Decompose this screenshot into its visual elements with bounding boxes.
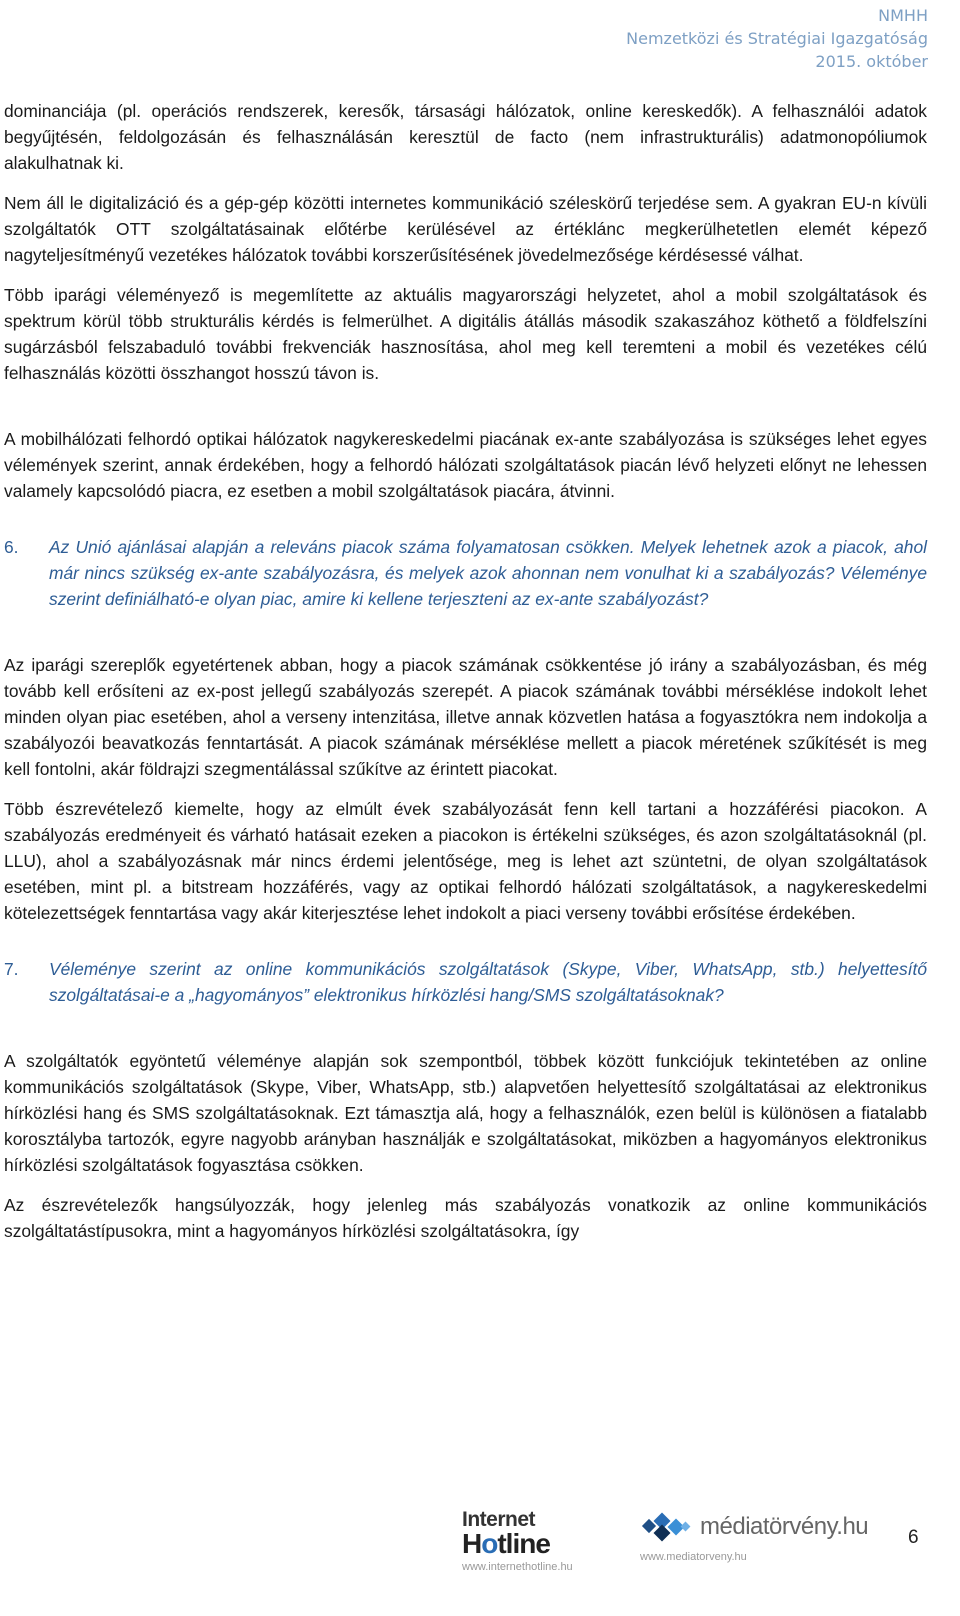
header-department: Nemzetközi és Stratégiai Igazgatóság [626,29,928,48]
paragraph: Nem áll le digitalizáció és a gép-gép közötti internetes kommunikáció széleskörű terjedése sem. A gyakran EU-n kívüli szolgáltatók OTT szolgáltatásainak előtérbe kerülésével az értéklánc megkerülhetetlen elemét képező nagyteljesítményű vezetékes hálózatok további korszerűsítésének jövedelmezősége kérdésessé válhat. [4,193,927,265]
internet-hotline-logo [462,1509,612,1573]
question-number: 6. [4,537,19,557]
page-header [626,4,928,73]
paragraph: A mobilhálózati felhordó optikai hálózatok nagykereskedelmi piacának ex-ante szabályozása is szükséges lehet egyes vélemények szerint, annak érdekében, hogy a felhordó hálózati szolgáltatások piacán lévő helyzeti előnyt ne lehessen valamely kapcsolódó piacra, ez esetben a mobil szolgáltatások piacára, átvinni. [4,429,927,501]
page-number: 6 [908,1527,919,1548]
question-6 [4,534,927,612]
mediatorveny-diamond-icon [638,1509,694,1545]
answer-paragraph: A szolgáltatók egyöntetű véleménye alapján sok szempontból, többek között funkciójuk tekintetében az online kommunikációs szolgáltatások (Skype, Viber, WhatsApp, stb.) alapvetően helyettesítő szolgáltatásai az elektronikus hírközlési hang és SMS szolgáltatásoknak. Ezt támasztja alá, hogy a felhasználók, ezen belül is különösen a fiatalabb korosztályba tartozók, egyre nagyobb arányban használják e szolgáltatásokat, miközben a hagyományos elektronikus hírközlési szolgáltatások fogyasztása csökken. [4,1051,927,1175]
paragraph: Több iparági véleményező is megemlítette az aktuális magyarországi helyzetet, ahol a mobil szolgáltatások és spektrum körül több strukturális kérdés is felmerülhet. A digitális átállás második szakaszához köthető a földfelszíni sugárzásból felszabaduló további frekvenciák hasznosítása, ahol meg kell teremteni a mobil és vezetékes célú felhasználás közötti összhangot hosszú távon is. [4,285,927,383]
mediatorveny-logo [638,1509,878,1563]
answer-paragraph: Az iparági szereplők egyetértenek abban, hogy a piacok számának csökkentése jó irány a szabályozásban, és még tovább kell erősíteni az ex-post jellegű szabályozás szerepét. A piacok számának további mérséklése indokolt lehet minden olyan piac esetében, ahol a verseny intenzitása, illetve annak közvetlen hatása a fogyasztókra nem indokolja a szabályozói beavatkozás fenntartását. A piacok számának mérséklése mellett a piacok méretének szűkítését is meg kell fontolni, akár földrajzi szegmentálással szűkítve az érintett piacokat. [4,655,927,779]
answer-paragraph: Az észrevételezők hangsúlyozzák, hogy jelenleg más szabályozás vonatkozik az online kommunikációs szolgáltatástípusokra, mint a hagyományos hírközlési szolgáltatásokra, így [4,1195,927,1241]
mediatorveny-name: médiatörvény.hu [700,1513,869,1540]
page-footer [0,1505,960,1616]
header-date: 2015. október [815,52,928,71]
question-7 [4,956,927,1008]
hotline-logo-line2: Hotline [462,1528,550,1559]
question-number: 7. [4,959,19,979]
question-text: Véleménye szerint az online kommunikációs szolgáltatások (Skype, Viber, WhatsApp, stb.) helyettesítő szolgáltatásai-e a „hagyományos” elektronikus hírközlési hang/SMS szolgáltatásoknak? [49,959,927,1005]
hotline-logo-line1: Internet [462,1508,536,1531]
answer-paragraph: Több észrevételező kiemelte, hogy az elmúlt évek szabályozását fenn kell tartani a hozzáférési piacokon. A szabályozás eredményeit és várható hatásait ezeken a piacokon is értékelni szükséges, és azon szolgáltatásoknál (pl. LLU), ahol a szabályozásnak már nincs érdemi jelentősége, meg is lehet azt szüntetni, de olyan szolgáltatások esetében, mint pl. a bitstream hozzáférés, vagy az optikai felhordó hálózati szolgáltatások, a nagykereskedelmi kötelezettségek fenntartása vagy akár kiterjesztése lehet indokolt a piaci verseny további erősítése érdekében. [4,799,927,923]
header-org: NMHH [878,6,928,25]
hotline-url: www.internethotline.hu [462,1561,573,1573]
question-text: Az Unió ajánlásai alapján a releváns piacok száma folyamatosan csökken. Melyek lehetnek azok a piacok, ahol már nincs szükség ex-ante szabályozásra, és melyek azok ahonnan nem vonulhat ki a szabályozás? Véleménye szerint definiálható-e olyan piac, amire ki kellene terjeszteni az ex-ante szabályozást? [49,537,927,609]
paragraph: dominanciája (pl. operációs rendszerek, keresők, társasági hálózatok, online kereskedők). A felhasználói adatok begyűjtésén, feldolgozásán és felhasználásán keresztül de facto (nem infrastrukturális) adatmonopóliumok alakulhatnak ki. [4,101,927,173]
document-body [4,98,927,1258]
mediatorveny-url: www.mediatorveny.hu [640,1551,747,1563]
